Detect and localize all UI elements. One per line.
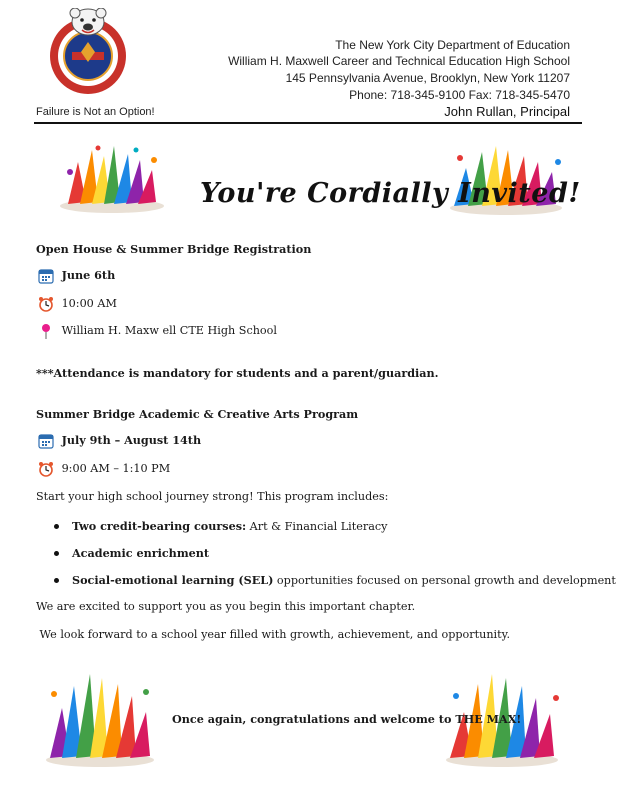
open-house-heading: Open House & Summer Bridge Registration — [36, 242, 312, 256]
principal-name: John Rullan, Principal — [444, 104, 570, 119]
open-house-time-row — [38, 296, 117, 312]
support-statement: We are excited to support you as you begin this important chapter. — [36, 600, 416, 613]
closing-congrats: Once again, congratulations and welcome to THE MAX! — [172, 712, 522, 726]
open-house-date-row — [38, 268, 115, 284]
calendar-icon — [38, 433, 54, 449]
header-divider — [34, 122, 582, 124]
school-motto: Failure is Not an Option! — [36, 106, 155, 118]
summer-bridge-heading: Summer Bridge Academic & Creative Arts Program — [36, 407, 359, 421]
forward-statement: We look forward to a school year filled with growth, achievement, and opportunity. — [36, 628, 511, 641]
paint-splash-icon — [34, 668, 164, 768]
phone-fax: Phone: 718-345-9100 Fax: 718-345-5470 — [349, 88, 570, 102]
school-address: 145 Pennsylvania Avenue, Brooklyn, New York 11207 — [285, 71, 570, 85]
attendance-note: ***Attendance is mandatory for students and a parent/guardian. — [36, 366, 439, 380]
alarm-clock-icon — [38, 296, 54, 312]
invitation-title: You're Cordially Invited! — [200, 178, 581, 209]
department-name: The New York City Department of Education — [335, 38, 570, 52]
open-house-time: 10:00 AM — [61, 297, 117, 310]
summer-time: 9:00 AM – 1:10 PM — [61, 462, 171, 475]
paint-splash-icon — [48, 142, 176, 214]
list-item: Two credit-bearing courses: Art & Financial Literacy — [54, 518, 616, 545]
summer-time-row — [38, 461, 170, 477]
open-house-location-row — [38, 323, 277, 339]
open-house-location: William H. Maxw ell CTE High School — [61, 324, 277, 337]
open-house-date: June 6th — [61, 268, 116, 282]
alarm-clock-icon — [38, 461, 54, 477]
calendar-icon — [38, 268, 54, 284]
summer-date: July 9th – August 14th — [61, 433, 202, 447]
school-logo — [44, 8, 132, 96]
summer-date-row — [38, 433, 201, 449]
list-item: Academic enrichment — [54, 545, 616, 572]
school-name: William H. Maxwell Career and Technical Education High School — [228, 54, 570, 68]
list-item: Social-emotional learning (SEL) opportunities focused on personal growth and development — [54, 572, 616, 599]
program-intro: Start your high school journey strong! This program includes: — [36, 490, 389, 503]
map-pin-icon — [38, 323, 54, 339]
program-list — [54, 518, 616, 599]
